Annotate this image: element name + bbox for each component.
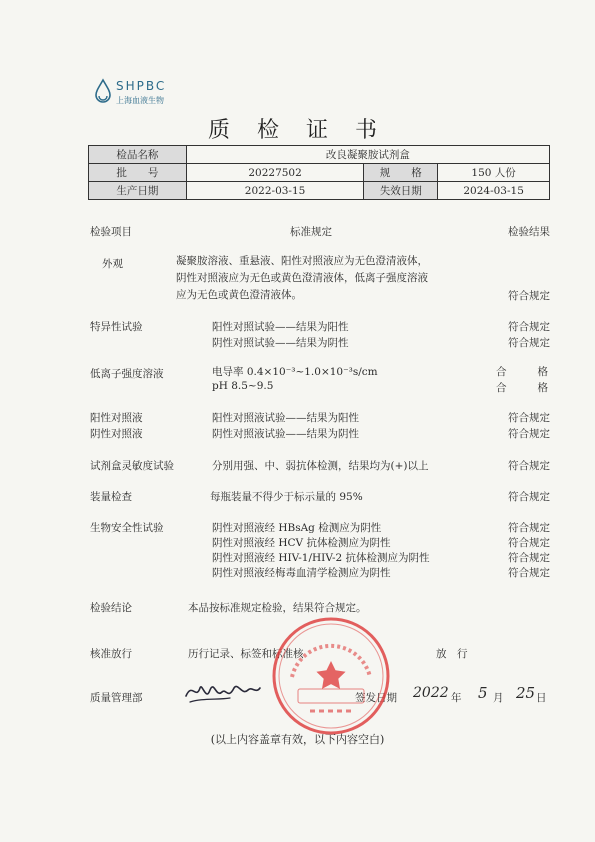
biosafety-result-1: 符合规定 <box>508 522 550 534</box>
release-text: 历行记录、标签和标准核 <box>188 648 304 660</box>
specificity-line-1: 阳性对照试验——结果为阳性 <box>212 321 349 333</box>
low-ionic-result-1: 合 格 <box>496 366 548 378</box>
biosafety-line-2: 阴性对照液经 HCV 抗体检测应为阴性 <box>212 537 391 549</box>
release-decision: 放 行 <box>436 648 468 660</box>
qa-label: 质量管理部 <box>90 692 143 704</box>
spec-label: 规 格 <box>364 164 438 182</box>
appearance-line-3: 应为无色或黄色澄清液体。 <box>176 289 302 301</box>
product-info-table <box>88 145 550 200</box>
issue-day: 25 <box>516 684 536 702</box>
fill-line: 每瓶装量不得少于标示量的 95% <box>210 491 363 503</box>
batch-value: 20227502 <box>186 164 364 182</box>
spec-value: 150 人份 <box>438 164 550 182</box>
column-item-header: 检验项目 <box>90 226 132 238</box>
issue-date-label: 签发日期 <box>355 692 397 704</box>
low-ionic-line-2: pH 8.5~9.5 <box>212 380 274 392</box>
mfg-date-value: 2022-03-15 <box>186 182 364 200</box>
appearance-line-2: 阴性对照液应为无色或黄色澄清液体，低离子强度溶液 <box>176 272 428 284</box>
biosafety-result-3: 符合规定 <box>508 552 550 564</box>
specificity-result-2: 符合规定 <box>508 337 550 349</box>
biosafety-line-1: 阴性对照液经 HBsAg 检测应为阴性 <box>212 522 382 534</box>
specificity-result-1: 符合规定 <box>508 321 550 333</box>
exp-date-label: 失效日期 <box>364 182 438 200</box>
biosafety-result-4: 符合规定 <box>508 567 550 579</box>
issue-month-unit: 月 <box>493 692 504 704</box>
mfg-date-label: 生产日期 <box>89 182 187 200</box>
official-seal-stamp <box>270 615 392 737</box>
appearance-line-1: 凝聚胺溶液、重悬液、阳性对照液应为无色澄清液体， <box>176 255 428 267</box>
biosafety-label: 生物安全性试验 <box>90 522 164 534</box>
fill-result: 符合规定 <box>508 491 550 503</box>
low-ionic-label: 低离子强度溶液 <box>90 368 164 380</box>
controls-line-1: 阳性对照液试验——结果为阳性 <box>212 412 359 424</box>
document-title: 质 检 证 书 <box>208 118 387 143</box>
dates-row <box>89 182 550 200</box>
issue-year-unit: 年 <box>451 692 462 704</box>
release-label: 核准放行 <box>90 648 132 660</box>
brand-subtitle: 上海血液生物 <box>116 96 164 105</box>
product-name-value: 改良凝聚胺试剂盒 <box>186 146 549 164</box>
column-standard-header: 标准规定 <box>290 226 332 238</box>
column-result-header: 检验结果 <box>508 226 550 238</box>
issue-year: 2022 <box>413 685 449 701</box>
issue-month: 5 <box>478 684 488 702</box>
fill-label: 装量检查 <box>90 491 132 503</box>
footer-note: (以上内容盖章有效，以下内容空白) <box>210 733 385 746</box>
positive-control-label: 阳性对照液 <box>90 412 143 424</box>
negative-control-label: 阴性对照液 <box>90 428 143 440</box>
batch-spec-row <box>89 164 550 182</box>
specificity-line-2: 阴性对照试验——结果为阴性 <box>212 337 349 349</box>
appearance-label: 外观 <box>102 258 123 270</box>
sensitivity-label: 试剂盒灵敏度试验 <box>90 460 174 472</box>
exp-date-value: 2024-03-15 <box>438 182 550 200</box>
specificity-label: 特异性试验 <box>90 321 143 333</box>
controls-result-2: 符合规定 <box>508 428 550 440</box>
product-name-label: 检品名称 <box>89 146 187 164</box>
controls-result-1: 符合规定 <box>508 412 550 424</box>
biosafety-line-3: 阴性对照液经 HIV-1/HIV-2 抗体检测应为阴性 <box>212 552 430 564</box>
conclusion-text: 本品按标准规定检验，结果符合规定。 <box>188 602 367 614</box>
low-ionic-result-2: 合 格 <box>496 382 548 394</box>
issue-day-unit: 日 <box>536 692 547 704</box>
appearance-result: 符合规定 <box>508 290 550 302</box>
sensitivity-line: 分别用强、中、弱抗体检测，结果均为(+)以上 <box>212 460 429 472</box>
controls-line-2: 阴性对照液试验——结果为阴性 <box>212 428 359 440</box>
company-logo-icon <box>93 78 113 106</box>
low-ionic-line-1: 电导率 0.4×10⁻³~1.0×10⁻³s/cm <box>212 366 378 378</box>
batch-label: 批 号 <box>89 164 187 182</box>
handwritten-signature <box>182 676 262 706</box>
biosafety-result-2: 符合规定 <box>508 537 550 549</box>
sensitivity-result: 符合规定 <box>508 460 550 472</box>
biosafety-line-4: 阴性对照液经梅毒血清学检测应为阴性 <box>212 567 391 579</box>
conclusion-label: 检验结论 <box>90 602 132 614</box>
brand-name: SHPBC <box>116 79 167 93</box>
product-name-row <box>89 146 550 164</box>
